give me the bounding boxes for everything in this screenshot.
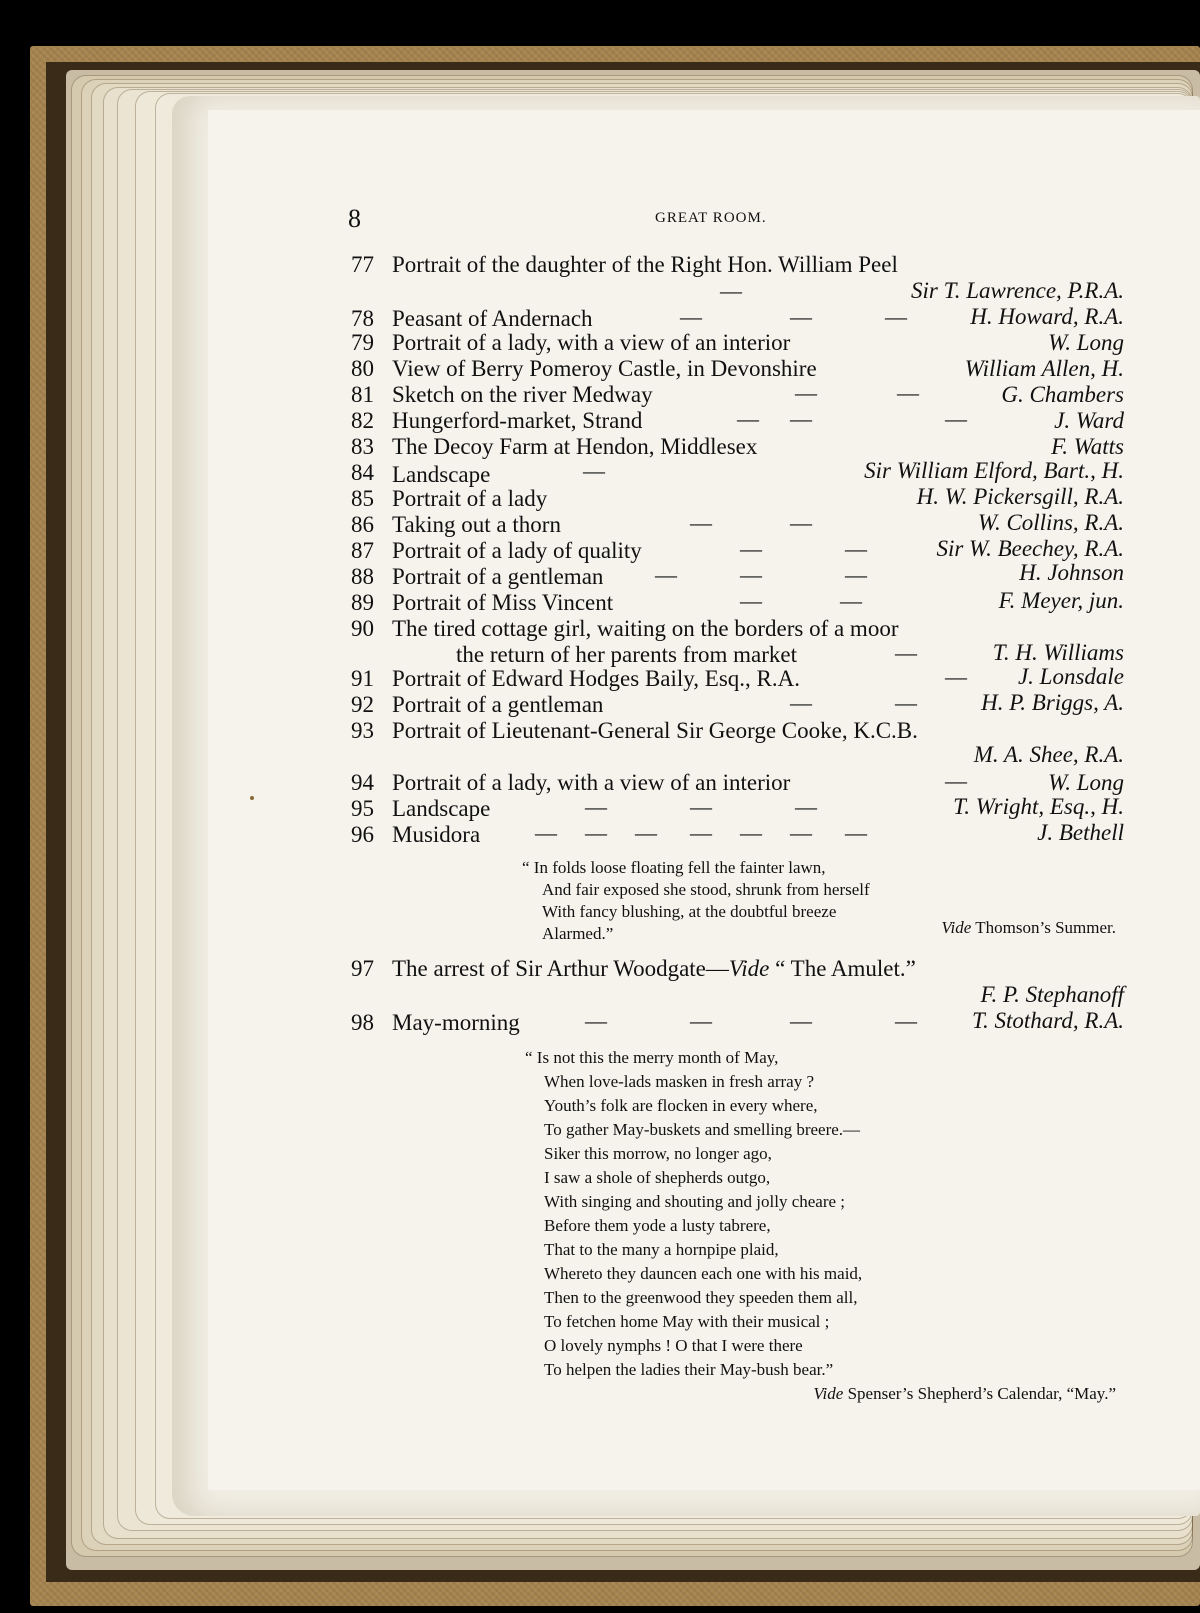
entry-number: 88	[351, 564, 374, 589]
entry-artist: H. Johnson	[1019, 560, 1124, 585]
entry-number: 85	[351, 486, 374, 511]
leader-dash: —	[790, 1008, 812, 1033]
verse-line: “ Is not this the merry month of May,	[525, 1048, 779, 1067]
leader-dash: —	[895, 690, 917, 715]
entry-artist: T. Stothard, R.A.	[971, 1008, 1124, 1033]
leader-dash: —	[690, 820, 712, 845]
verse-line: To fetchen home May with their musical ;	[544, 1312, 830, 1331]
verse-line: Before them yode a lusty tabrere,	[544, 1216, 771, 1235]
verse-line: Siker this morrow, no longer ago,	[544, 1144, 772, 1163]
leader-dash: —	[845, 536, 867, 561]
leader-dash: —	[635, 820, 657, 845]
entry-number: 93	[351, 718, 374, 743]
entry-title-continued: the return of her parents from market	[456, 642, 798, 667]
leader-dash: —	[655, 562, 677, 587]
verse-line: That to the many a hornpipe plaid,	[544, 1240, 779, 1259]
verse-line: With fancy blushing, at the doubtful breeze	[542, 902, 837, 921]
entry-number: 83	[351, 434, 374, 459]
ink-spot	[250, 796, 254, 800]
leader-dash: —	[585, 794, 607, 819]
verse-line: Alarmed.”	[542, 924, 614, 943]
entry-title: Sketch on the river Medway	[392, 382, 653, 407]
entry-title: Portrait of Lieutenant-General Sir George Cooke, K.C.B.	[392, 718, 918, 743]
leader-dash: —	[790, 690, 812, 715]
leader-dash: —	[945, 768, 967, 793]
entry-title: May-morning	[392, 1010, 520, 1035]
verse-line: “ In folds loose floating fell the fainter lawn,	[522, 858, 826, 877]
title-part: “ The Amulet.”	[769, 956, 916, 981]
entry-number: 96	[351, 822, 374, 847]
entry-artist: Sir W. Beechey, R.A.	[936, 536, 1124, 561]
verse-line: Youth’s folk are flocken in every where,	[544, 1096, 818, 1115]
entry-artist: J. Bethell	[1037, 820, 1124, 845]
entry-number: 84	[351, 460, 374, 485]
entry-title: Portrait of the daughter of the Right Hon. William Peel	[392, 252, 898, 277]
entry-title: Portrait of a gentleman	[392, 692, 604, 717]
entry-number: 89	[351, 590, 374, 615]
entry-title: The tired cottage girl, waiting on the borders of a moor	[392, 616, 899, 641]
title-part: The arrest of Sir Arthur Woodgate—	[392, 956, 729, 981]
entry-number: 80	[351, 356, 374, 381]
entry-number: 82	[351, 408, 374, 433]
entry-artist: W. Long	[1048, 330, 1124, 355]
entry-title: The Decoy Farm at Hendon, Middlesex	[392, 434, 758, 459]
entry-title: Hungerford-market, Strand	[392, 408, 643, 433]
entry-number: 97	[351, 956, 374, 981]
leader-dash: —	[690, 1008, 712, 1033]
vide-label: Vide	[813, 1384, 844, 1403]
entry-title: Portrait of a lady	[392, 486, 548, 511]
entry-title: Landscape	[392, 796, 491, 821]
entry-artist: F. P. Stephanoff	[980, 982, 1124, 1007]
verse-line: Then to the greenwood they speeden them all,	[544, 1288, 858, 1307]
leader-dash: —	[897, 380, 919, 405]
entry-title: Peasant of Andernach	[392, 306, 593, 331]
entry-artist: H. Howard, R.A.	[970, 304, 1124, 329]
leader-dash: —	[720, 278, 742, 303]
running-head: GREAT ROOM.	[655, 210, 767, 226]
entry-title: Portrait of a lady of quality	[392, 538, 642, 563]
leader-dash: —	[737, 406, 759, 431]
entry-artist: Sir William Elford, Bart., H.	[864, 458, 1124, 483]
entry-number: 90	[351, 616, 374, 641]
entry-artist: William Allen, H.	[964, 356, 1124, 381]
entry-title: Portrait of a gentleman	[392, 564, 604, 589]
leader-dash: —	[740, 536, 762, 561]
entry-artist: W. Long	[1048, 770, 1124, 795]
entry-artist: F. Watts	[1051, 434, 1124, 459]
entry-artist: J. Ward	[1054, 408, 1124, 433]
verse-line: With singing and shouting and jolly cheare ;	[544, 1192, 846, 1211]
entry-number: 78	[351, 306, 374, 331]
leader-dash: —	[790, 820, 812, 845]
verse-line: O lovely nymphs ! O that I were there	[544, 1336, 803, 1355]
leader-dash: —	[840, 588, 862, 613]
entry-artist: G. Chambers	[1001, 382, 1124, 407]
leader-dash: —	[895, 1008, 917, 1033]
entry-title: Landscape	[392, 462, 491, 487]
entry-artist: M. A. Shee, R.A.	[973, 742, 1124, 767]
vide-label: Vide	[728, 956, 770, 981]
entry-number: 81	[351, 382, 374, 407]
leader-dash: —	[740, 588, 762, 613]
leader-dash: —	[690, 510, 712, 535]
entry-artist: T. H. Williams	[992, 640, 1124, 665]
leader-dash: —	[790, 304, 812, 329]
source-text: Thomson’s Summer.	[971, 918, 1116, 937]
entry-title	[392, 956, 916, 982]
leader-dash: —	[535, 820, 557, 845]
entry-artist: H. W. Pickersgill, R.A.	[916, 484, 1124, 509]
leader-dash: —	[740, 820, 762, 845]
leader-dash: —	[895, 640, 917, 665]
entry-artist: T. Wright, Esq., H.	[953, 794, 1124, 819]
leader-dash: —	[795, 380, 817, 405]
entry-artist: W. Collins, R.A.	[977, 510, 1124, 535]
leader-dash: —	[585, 1008, 607, 1033]
entry-title: Portrait of a lady, with a view of an interior	[392, 770, 791, 795]
entry-artist: Sir T. Lawrence, P.R.A.	[911, 278, 1124, 303]
source-text: Spenser’s Shepherd’s Calendar, “May.”	[843, 1384, 1116, 1403]
vide-label: Vide	[941, 918, 972, 937]
entry-number: 77	[351, 252, 374, 277]
verse-line: To helpen the ladies their May-bush bear.”	[544, 1360, 834, 1379]
entry-artist: H. P. Briggs, A.	[981, 690, 1124, 715]
verse-line: To gather May-buskets and smelling breere.—	[544, 1120, 861, 1139]
leader-dash: —	[680, 304, 702, 329]
entry-number: 87	[351, 538, 374, 563]
leader-dash: —	[585, 820, 607, 845]
leader-dash: —	[583, 458, 605, 483]
entry-title: View of Berry Pomeroy Castle, in Devonshire	[392, 356, 817, 381]
entry-title: Portrait of Miss Vincent	[392, 590, 614, 615]
leader-dash: —	[945, 406, 967, 431]
verse-line: And fair exposed she stood, shrunk from herself	[542, 880, 870, 899]
entry-title: Musidora	[392, 822, 481, 847]
entry-number: 92	[351, 692, 374, 717]
entry-title: Portrait of Edward Hodges Baily, Esq., R.A.	[392, 666, 800, 691]
entry-number: 94	[351, 770, 374, 795]
entry-number: 79	[351, 330, 374, 355]
entry-artist: F. Meyer, jun.	[998, 588, 1124, 613]
leader-dash: —	[845, 562, 867, 587]
verse-source	[941, 918, 1116, 938]
leader-dash: —	[845, 820, 867, 845]
verse-line: When love-lads masken in fresh array ?	[544, 1072, 814, 1091]
verse-line: Whereto they dauncen each one with his maid,	[544, 1264, 863, 1283]
entry-number: 86	[351, 512, 374, 537]
entry-number: 98	[351, 1010, 374, 1035]
verse-source	[813, 1384, 1116, 1404]
leader-dash: —	[795, 794, 817, 819]
leader-dash: —	[690, 794, 712, 819]
leader-dash: —	[790, 406, 812, 431]
leader-dash: —	[885, 304, 907, 329]
page-number: 8	[348, 204, 361, 233]
leader-dash: —	[740, 562, 762, 587]
entry-artist: J. Lonsdale	[1017, 664, 1124, 689]
verse-line: I saw a shole of shepherds outgo,	[544, 1168, 771, 1187]
entry-title: Portrait of a lady, with a view of an interior	[392, 330, 791, 355]
entry-number: 91	[351, 666, 374, 691]
leader-dash: —	[790, 510, 812, 535]
entry-title: Taking out a thorn	[392, 512, 561, 537]
entry-number: 95	[351, 796, 374, 821]
leader-dash: —	[945, 664, 967, 689]
